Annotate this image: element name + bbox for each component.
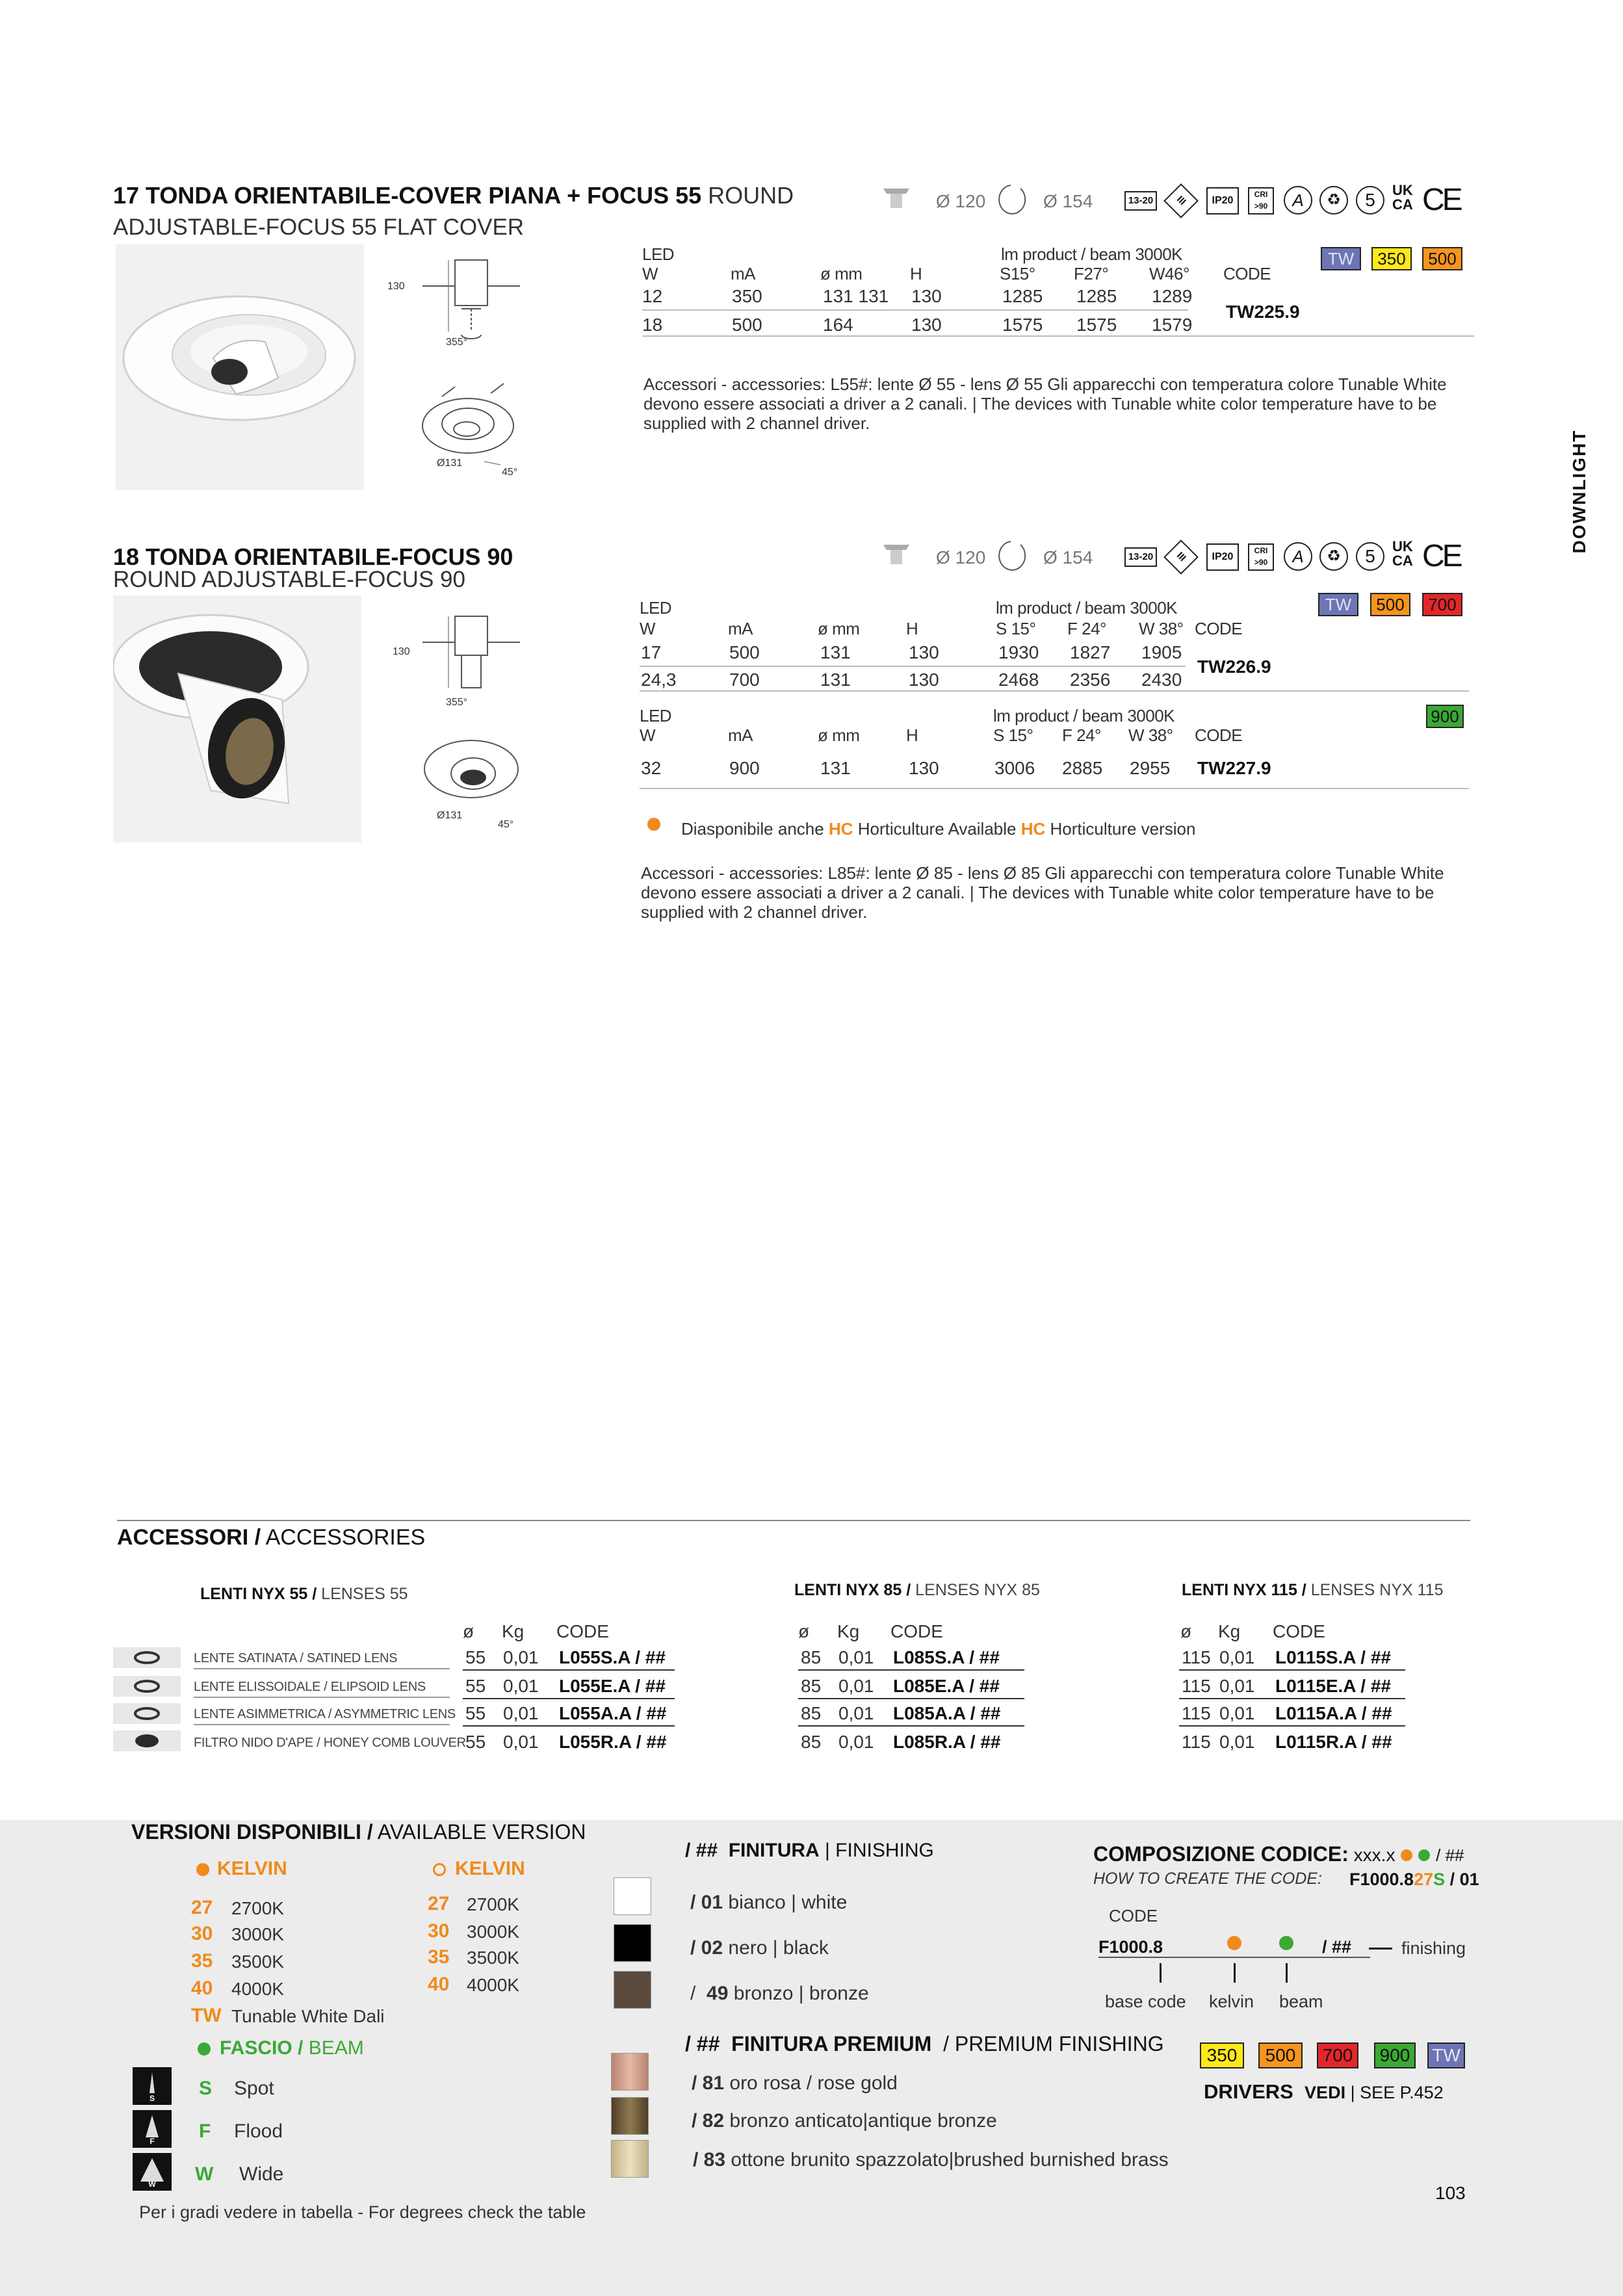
p2-table2-bottom <box>640 788 1469 789</box>
lenses55-title: LENTI NYX 55 / LENSES 55 <box>200 1585 408 1603</box>
g1-r1-code: L055S.A / ## <box>559 1647 666 1667</box>
p2-col-h: H <box>906 619 918 638</box>
cutout-large: Ø 154 <box>1043 547 1093 567</box>
ce-icon: CE <box>1422 539 1461 573</box>
p1-badge-350: 350 <box>1371 247 1412 270</box>
g3-r1-code: L0115S.A / ## <box>1275 1647 1391 1667</box>
ko-num-30: 30 <box>428 1920 450 1942</box>
p2-badge-900: 900 <box>1426 705 1464 728</box>
kf-num-40: 40 <box>191 1977 213 1999</box>
kf-num-27: 27 <box>191 1897 213 1918</box>
lenses85-title: LENTI NYX 85 / LENSES NYX 85 <box>794 1581 1040 1599</box>
composition-example: F1000.827S / 01 <box>1349 1870 1479 1889</box>
recycle-icon: ♻ <box>1319 186 1348 215</box>
spot-beam-icon: S <box>133 2067 172 2105</box>
kelvin-filled-dot-icon <box>196 1863 209 1876</box>
swatch-antique-bronze <box>611 2097 649 2135</box>
p2-r1-ma: 500 <box>729 642 760 662</box>
ip20-icon: IP20 <box>1206 543 1239 571</box>
finish-black: / 02 nero | black <box>690 1937 829 1959</box>
product1-title-light: ROUND <box>708 182 794 209</box>
class-iii-icon: III <box>1163 183 1199 218</box>
g2-r1-dia: 85 <box>801 1647 822 1667</box>
recessed-lamp-icon <box>880 540 913 572</box>
g3-r3-code: L0115A.A / ## <box>1275 1703 1392 1723</box>
p1-r2-wb: 1579 <box>1152 315 1193 335</box>
g1-r2-underline <box>463 1698 675 1699</box>
finish-antique-bronze: / 82 bronzo anticato|antique bronze <box>692 2110 997 2132</box>
flood-beam-icon: F <box>133 2110 172 2148</box>
product2-photo <box>113 595 361 842</box>
beam-dot-icon <box>198 2042 211 2055</box>
hc-dot <box>647 818 660 831</box>
product2-dim-rotation: 355° <box>446 697 468 708</box>
composition-dash <box>1369 1948 1392 1950</box>
g1-r3-kg: 0,01 <box>503 1703 539 1723</box>
p1-r2-f: 1575 <box>1076 315 1117 335</box>
g3-h-dia: ø <box>1180 1621 1192 1641</box>
g3-r2-kg: 0,01 <box>1219 1676 1255 1696</box>
p2b-col-wbeam: W 38° <box>1128 725 1173 745</box>
kf-num-tw: TW <box>191 2005 222 2026</box>
g1-h-dia: ø <box>463 1621 474 1641</box>
cutout-small: Ø 120 <box>936 547 986 567</box>
p2b-col-s: S 15° <box>993 725 1033 745</box>
temp-range-icon: 13-20 <box>1124 191 1157 211</box>
p2-r1-wb: 1905 <box>1141 642 1182 662</box>
g2-r4-kg: 0,01 <box>838 1732 874 1752</box>
p2-col-s: S 15° <box>996 619 1036 638</box>
p1-r2-ma: 500 <box>732 315 762 335</box>
acc-label-asymmetric: LENTE ASIMMETRICA / ASYMMETRIC LENS <box>194 1707 456 1721</box>
honeycomb-louver-icon <box>113 1730 181 1751</box>
p2-col-dia: ø mm <box>818 619 860 638</box>
beam-dot-icon <box>1418 1849 1430 1861</box>
kelvin-dot-icon <box>1401 1849 1412 1861</box>
g1-r3-dia: 55 <box>465 1703 486 1723</box>
beam-name-flood: Flood <box>234 2120 283 2142</box>
g3-r1-dia: 115 <box>1182 1647 1211 1667</box>
g2-r4-dia: 85 <box>801 1732 822 1752</box>
kf-num-30: 30 <box>191 1923 213 1944</box>
g2-r1-kg: 0,01 <box>838 1647 874 1667</box>
p2b-r1-w: 32 <box>641 758 662 778</box>
acc-row-rule <box>194 1697 450 1698</box>
hole-cut-icon <box>994 182 1027 218</box>
driver-badge-tw: TW <box>1427 2042 1465 2068</box>
beam-name-wide: Wide <box>239 2163 284 2185</box>
g1-h-kg: Kg <box>502 1621 525 1641</box>
p1-r2-h: 130 <box>911 315 942 335</box>
energy-class-icon: A <box>1284 542 1312 571</box>
swatch-white <box>614 1877 651 1915</box>
g2-r2-code: L085E.A / ## <box>893 1676 1000 1696</box>
g1-r4-kg: 0,01 <box>503 1732 539 1752</box>
p1-r1-w: 12 <box>642 286 663 306</box>
product1-dim-height: 130 <box>387 281 405 292</box>
p2-r1-w: 17 <box>641 642 662 662</box>
cutout-large: Ø 154 <box>1043 191 1093 211</box>
g3-r4-kg: 0,01 <box>1219 1732 1255 1752</box>
g3-r3-dia: 115 <box>1182 1703 1211 1723</box>
drivers-label: DRIVERS VEDI | SEE P.452 <box>1204 2080 1444 2103</box>
p2-r2-wb: 2430 <box>1141 670 1182 690</box>
p2b-led-label: LED <box>640 706 672 725</box>
cutout-small: Ø 120 <box>936 191 986 211</box>
g1-r1-dia: 55 <box>465 1647 486 1667</box>
p2-col-code: CODE <box>1195 619 1243 638</box>
wide-beam-icon: W <box>133 2153 172 2191</box>
g2-r1-underline <box>798 1669 1024 1671</box>
finish-bronze: / 49 bronzo | bronze <box>690 1983 869 2004</box>
ko-txt-3500: 3500K <box>467 1948 519 1968</box>
product1-technical-drawing <box>383 247 565 488</box>
p1-col-s: S15° <box>1000 264 1035 283</box>
composition-slot: / ## <box>1322 1937 1352 1957</box>
composition-kelvin-dot <box>1227 1936 1241 1950</box>
lens-ring-icon <box>113 1676 181 1697</box>
kf-num-35: 35 <box>191 1950 213 1972</box>
swatch-rose-gold <box>611 2053 649 2091</box>
p1-r2-w: 18 <box>642 315 663 335</box>
g1-r1-underline <box>463 1669 675 1671</box>
acc-row-rule <box>194 1724 450 1725</box>
p1-col-ma: mA <box>731 264 755 283</box>
beam-letter-f: F <box>199 2120 211 2142</box>
p2b-col-w: W <box>640 725 656 745</box>
kelvin-filled-label: KELVIN <box>217 1858 287 1879</box>
g1-r4-code: L055R.A / ## <box>559 1732 667 1752</box>
temp-range-icon: 13-20 <box>1124 547 1157 567</box>
ukca-icon: UK CA <box>1392 182 1413 213</box>
ko-txt-4000: 4000K <box>467 1975 519 1995</box>
p1-col-f: F27° <box>1074 264 1109 283</box>
p2-r1-s: 1930 <box>998 642 1039 662</box>
finish-rose-gold: / 81 oro rosa / rose gold <box>692 2072 898 2094</box>
p2b-r1-dia: 131 <box>820 758 851 778</box>
swatch-brushed-brass <box>611 2140 649 2178</box>
product1-title <box>113 182 794 209</box>
composition-beam-dot <box>1279 1936 1293 1950</box>
kf-txt-2700: 2700K <box>231 1898 284 1918</box>
acc-label-elipsoid: LENTE ELISSOIDALE / ELIPSOID LENS <box>194 1680 426 1694</box>
beam-letter-w: W <box>195 2163 214 2185</box>
cri-icon: CRI >90 <box>1248 543 1274 571</box>
g3-r2-underline <box>1179 1698 1405 1699</box>
p1-col-dia: ø mm <box>820 264 863 283</box>
lens-ring-icon <box>113 1703 181 1724</box>
warranty-years-icon: 5 <box>1356 186 1384 215</box>
accessories-rule <box>117 1520 1470 1521</box>
recessed-lamp-icon <box>880 183 913 216</box>
beam-label: FASCIO / BEAM <box>220 2037 364 2059</box>
p2b-r1-wb: 2955 <box>1130 758 1171 778</box>
recycle-icon: ♻ <box>1319 542 1348 571</box>
sidebar-category-label: DOWNLIGHT <box>1569 429 1589 554</box>
legend-kelvin: kelvin <box>1209 1992 1254 2011</box>
kelvin-outline-label: KELVIN <box>455 1858 525 1879</box>
product1-photo <box>116 244 364 490</box>
g2-r3-kg: 0,01 <box>838 1703 874 1723</box>
p2b-col-code: CODE <box>1195 725 1243 745</box>
g1-r2-dia: 55 <box>465 1676 486 1696</box>
p2-col-w: W <box>640 619 656 638</box>
product1-dim-diameter: Ø131 <box>437 458 463 469</box>
ko-txt-2700: 2700K <box>467 1894 519 1914</box>
ko-txt-3000: 3000K <box>467 1922 519 1942</box>
ip20-icon: IP20 <box>1206 187 1239 215</box>
tick-base <box>1160 1963 1162 1983</box>
p2-col-wbeam: W 38° <box>1139 619 1184 638</box>
g3-r3-underline <box>1179 1725 1405 1727</box>
energy-class-icon: A <box>1284 186 1312 215</box>
p2-r1-h: 130 <box>909 642 939 662</box>
product1-title-bold: 17 TONDA ORIENTABILE-COVER PIANA + FOCUS 55 <box>113 182 702 209</box>
acc-label-satined: LENTE SATINATA / SATINED LENS <box>194 1651 398 1665</box>
kf-txt-tw: Tunable White Dali <box>231 2006 385 2026</box>
product1-subtitle: ADJUSTABLE-FOCUS 55 FLAT COVER <box>113 215 525 240</box>
legend-base-code: base code <box>1105 1992 1186 2011</box>
kelvin-outline-dot-icon <box>433 1863 446 1876</box>
kf-txt-3500: 3500K <box>231 1951 284 1972</box>
p1-code: TW225.9 <box>1226 302 1300 322</box>
p1-r1-dia: 131 131 <box>823 286 889 306</box>
p2-table1-bottom <box>640 690 1469 692</box>
g2-r2-dia: 85 <box>801 1676 822 1696</box>
accessories-title: ACCESSORI / ACCESSORIES <box>117 1525 426 1550</box>
product1-note: Accessori - accessories: L55#: lente Ø 55 - lens Ø 55 Gli apparecchi con temperatura colore Tunable White devono essere associati a driver a 2 canali. | The devices with Tunable white color temperature have to be supplied with 2 channel driver. <box>643 374 1447 433</box>
g2-r4-code: L085R.A / ## <box>893 1732 1001 1752</box>
g2-r2-kg: 0,01 <box>838 1676 874 1696</box>
g2-r3-dia: 85 <box>801 1703 822 1723</box>
p1-r1-s: 1285 <box>1002 286 1043 306</box>
p1-r1-h: 130 <box>911 286 942 306</box>
finishing-title: / ## FINITURA | FINISHING <box>685 1840 934 1861</box>
p2b-r1-s: 3006 <box>994 758 1035 778</box>
p2b-r1-f: 2885 <box>1062 758 1103 778</box>
composition-code-label: CODE <box>1109 1906 1158 1925</box>
page-number: 103 <box>1435 2183 1466 2203</box>
product2-dim-height: 130 <box>393 646 410 657</box>
p1-col-h: H <box>910 264 922 283</box>
product2-icon-row <box>877 536 1475 581</box>
p1-lm-header: lm product / beam 3000K <box>1001 244 1182 264</box>
g3-h-code: CODE <box>1273 1621 1325 1641</box>
p1-badge-500: 500 <box>1422 247 1462 270</box>
ukca-icon: UK CA <box>1392 538 1413 569</box>
legend-beam: beam <box>1279 1992 1323 2011</box>
p2-lm-header: lm product / beam 3000K <box>996 598 1177 618</box>
g2-r2-underline <box>798 1698 1024 1699</box>
cri-icon: CRI >90 <box>1248 187 1274 215</box>
beam-letter-s: S <box>199 2078 213 2099</box>
p2-r1-dia: 131 <box>820 642 851 662</box>
p2b-r1-h: 130 <box>909 758 939 778</box>
g3-r4-dia: 115 <box>1182 1732 1211 1752</box>
p2-led-label: LED <box>640 598 672 618</box>
swatch-bronze <box>614 1971 651 2009</box>
g1-r4-dia: 55 <box>465 1732 486 1752</box>
ko-num-40: 40 <box>428 1974 450 1995</box>
p1-col-code: CODE <box>1223 264 1271 283</box>
p2-row-divider <box>640 666 1186 667</box>
ce-icon: CE <box>1422 183 1461 217</box>
hole-cut-icon <box>994 538 1027 575</box>
p2b-lm-header: lm product / beam 3000K <box>993 706 1175 725</box>
p2-r2-w: 24,3 <box>641 670 677 690</box>
beam-name-spot: Spot <box>234 2078 274 2099</box>
driver-badge-500: 500 <box>1258 2042 1303 2068</box>
kf-txt-4000: 4000K <box>231 1979 284 1999</box>
swatch-black <box>614 1924 651 1962</box>
g2-r1-code: L085S.A / ## <box>893 1647 1000 1667</box>
g1-h-code: CODE <box>556 1621 609 1641</box>
kf-txt-3000: 3000K <box>231 1924 284 1944</box>
g2-r3-underline <box>798 1725 1024 1727</box>
g2-r3-code: L085A.A / ## <box>893 1703 1001 1723</box>
g2-h-code: CODE <box>890 1621 943 1641</box>
p1-r2-dia: 164 <box>823 315 853 335</box>
g1-r3-underline <box>463 1725 675 1727</box>
product2-note: Accessori - accessories: L85#: lente Ø 85 - lens Ø 85 Gli apparecchi con temperatura colore Tunable White devono essere associati a driver a 2 canali. | The devices with Tunable white color temperature have to be supplied with 2 channel driver. <box>641 863 1444 922</box>
p2-badge-700: 700 <box>1422 593 1462 616</box>
p1-row-divider <box>642 309 1188 311</box>
p2-col-ma: mA <box>728 619 753 638</box>
driver-badge-350: 350 <box>1200 2042 1244 2068</box>
p2-r2-dia: 131 <box>820 670 851 690</box>
g1-r3-code: L055A.A / ## <box>559 1703 667 1723</box>
product2-dim-diameter: Ø131 <box>437 810 463 821</box>
driver-badge-900: 900 <box>1374 2042 1416 2068</box>
g3-r1-kg: 0,01 <box>1219 1647 1255 1667</box>
p2b-col-h: H <box>906 725 918 745</box>
p2-code1: TW226.9 <box>1197 657 1271 677</box>
tick-beam <box>1286 1963 1288 1983</box>
p2-r2-f: 2356 <box>1070 670 1111 690</box>
versions-title: VERSIONI DISPONIBILI / AVAILABLE VERSION <box>131 1820 586 1844</box>
versions-footnote: Per i gradi vedere in tabella - For degrees check the table <box>139 2202 586 2222</box>
lens-ring-icon <box>113 1647 181 1668</box>
p1-table-bottom <box>642 335 1474 337</box>
ko-num-35: 35 <box>428 1946 450 1968</box>
product1-dim-rotation: 355° <box>446 337 468 348</box>
product2-dim-tilt: 45° <box>498 819 514 830</box>
composition-base: F1000.8 <box>1098 1937 1163 1957</box>
p2-col-f: F 24° <box>1067 619 1106 638</box>
p1-col-w: W <box>642 264 658 283</box>
p2-r2-ma: 700 <box>729 670 760 690</box>
composition-title: COMPOSIZIONE CODICE: xxx.x / ## <box>1093 1842 1464 1866</box>
p1-r1-f: 1285 <box>1076 286 1117 306</box>
p2-badge-tw: TW <box>1318 593 1358 616</box>
p1-r1-wb: 1289 <box>1152 286 1193 306</box>
acc-row-rule <box>194 1668 450 1669</box>
g1-r2-code: L055E.A / ## <box>559 1676 666 1696</box>
product2-technical-drawing <box>383 603 565 837</box>
product2-title: 18 TONDA ORIENTABILE-FOCUS 90 <box>113 543 513 570</box>
p2b-col-dia: ø mm <box>818 725 860 745</box>
tick-kelvin <box>1234 1963 1236 1983</box>
warranty-years-icon: 5 <box>1356 542 1384 571</box>
product1-icon-row <box>877 179 1475 225</box>
g3-r4-code: L0115R.A / ## <box>1275 1732 1392 1752</box>
p2-code2: TW227.9 <box>1197 758 1271 778</box>
ko-num-27: 27 <box>428 1893 450 1914</box>
p2b-r1-ma: 900 <box>729 758 760 778</box>
g3-r2-code: L0115E.A / ## <box>1275 1676 1391 1696</box>
p2-r2-s: 2468 <box>998 670 1039 690</box>
hc-note: Diasponibile anche HC Horticulture Available HC Horticulture version <box>681 819 1196 839</box>
p2-r1-f: 1827 <box>1070 642 1111 662</box>
class-iii-icon: III <box>1163 540 1199 575</box>
p1-badge-tw: TW <box>1321 247 1361 270</box>
p1-r1-ma: 350 <box>732 286 762 306</box>
p2-badge-500: 500 <box>1370 593 1410 616</box>
g3-r3-kg: 0,01 <box>1219 1703 1255 1723</box>
p2b-col-f: F 24° <box>1062 725 1101 745</box>
driver-badge-700: 700 <box>1317 2042 1358 2068</box>
p1-col-wbeam: W46° <box>1149 264 1189 283</box>
finish-brushed-brass: / 83 ottone brunito spazzolato|brushed burnished brass <box>693 2149 1169 2171</box>
composition-howto: HOW TO CREATE THE CODE: <box>1093 1870 1322 1888</box>
p1-led-label: LED <box>642 244 675 264</box>
g3-r2-dia: 115 <box>1182 1676 1211 1696</box>
g1-r1-kg: 0,01 <box>503 1647 539 1667</box>
p1-r2-s: 1575 <box>1002 315 1043 335</box>
premium-finishing-title: / ## FINITURA PREMIUM / PREMIUM FINISHING <box>685 2032 1164 2055</box>
p2-r2-h: 130 <box>909 670 939 690</box>
lenses115-title: LENTI NYX 115 / LENSES NYX 115 <box>1182 1581 1444 1599</box>
composition-finishing-label: finishing <box>1401 1938 1466 1958</box>
g1-r2-kg: 0,01 <box>503 1676 539 1696</box>
g2-h-dia: ø <box>798 1621 810 1641</box>
acc-label-honeycomb: FILTRO NIDO D'APE / HONEY COMB LOUVER <box>194 1736 466 1750</box>
g2-h-kg: Kg <box>837 1621 860 1641</box>
g3-r1-underline <box>1179 1669 1405 1671</box>
product1-dim-tilt: 45° <box>502 467 518 478</box>
finish-white: / 01 bianco | white <box>690 1892 848 1913</box>
g3-h-kg: Kg <box>1218 1621 1241 1641</box>
p2b-col-ma: mA <box>728 725 753 745</box>
product2-subtitle: ROUND ADJUSTABLE-FOCUS 90 <box>113 567 465 592</box>
